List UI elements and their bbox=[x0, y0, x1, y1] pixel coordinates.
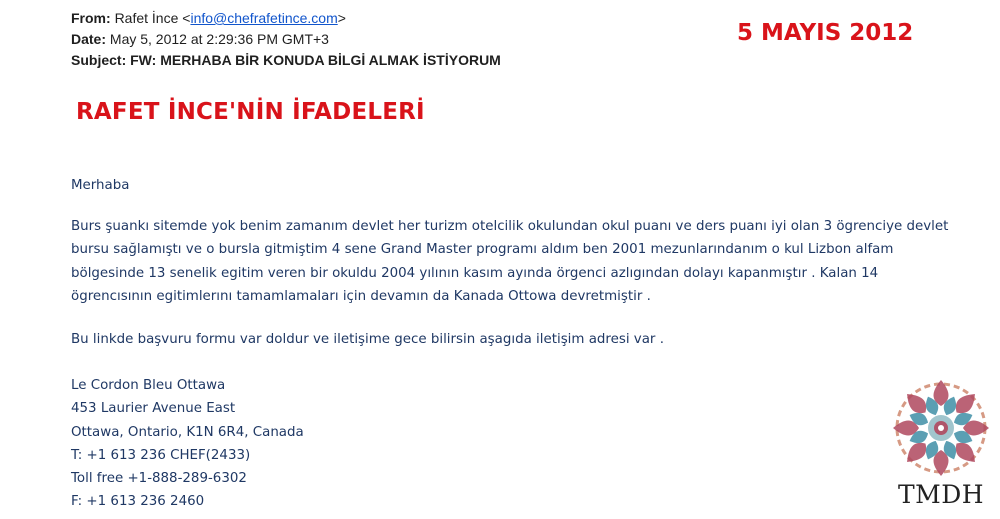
address-line: F: +1 613 236 2460 bbox=[71, 494, 205, 510]
date-stamp: 5 MAYIS 2012 bbox=[737, 20, 914, 46]
from-name: Rafet İnce < bbox=[114, 10, 191, 26]
page-title: RAFET İNCE'NİN İFADELERİ bbox=[76, 99, 425, 125]
email-header bbox=[71, 8, 501, 71]
date-row bbox=[71, 29, 501, 50]
subject-row bbox=[71, 50, 501, 71]
address-line: Toll free +1-888-289-6302 bbox=[71, 471, 247, 487]
subject-label: Subject: bbox=[71, 52, 127, 68]
logo-text: TMDH bbox=[897, 480, 985, 509]
paragraph-scholarship: Burs şuankı sitemde yok benim zamanım devlet her turizm otelcilik okulundan okul puanı ve ders puanı iyi olan 3 ögrenciye devlet bursu sağlamıştı ve o bursla gitmiştim 4 sene Grand Master programı aldım ben 2001 mezunlarındanım o kul Lizbon alfam bölgesinde 13 senelik egitim veren bir okuldu 2004 yılının kasım ayında örgenci azlıgından dolayı kapanmıştır . Kalan 14 ögrencısının egitimlerını tamamlamaları için devamın da Kanada Ottowa devretmiştir . bbox=[71, 219, 949, 304]
email-body bbox=[71, 174, 951, 513]
subject-value: FW: MERHABA BİR KONUDA BİLGİ ALMAK İSTİYORUM bbox=[130, 52, 501, 68]
greeting: Merhaba bbox=[71, 178, 130, 193]
date-value: May 5, 2012 at 2:29:36 PM GMT+3 bbox=[109, 31, 329, 47]
from-row bbox=[71, 8, 501, 29]
from-close: > bbox=[337, 10, 346, 26]
tmdh-logo bbox=[886, 376, 996, 516]
address-line: T: +1 613 236 CHEF(2433) bbox=[71, 447, 251, 463]
date-label: Date: bbox=[71, 31, 107, 47]
address-line: Le Cordon Bleu Ottawa bbox=[71, 378, 226, 394]
from-email-link[interactable]: info@chefrafetince.com bbox=[190, 10, 338, 26]
ornamental-mandala-icon bbox=[889, 376, 993, 480]
address-line: Ottawa, Ontario, K1N 6R4, Canada bbox=[71, 424, 304, 440]
address-line: 453 Laurier Avenue East bbox=[71, 401, 236, 417]
from-label: From: bbox=[71, 10, 111, 26]
paragraph-application: Bu linkde başvuru formu var doldur ve iletişime gece bilirsin aşagıda iletişim adresi var . bbox=[71, 332, 664, 348]
